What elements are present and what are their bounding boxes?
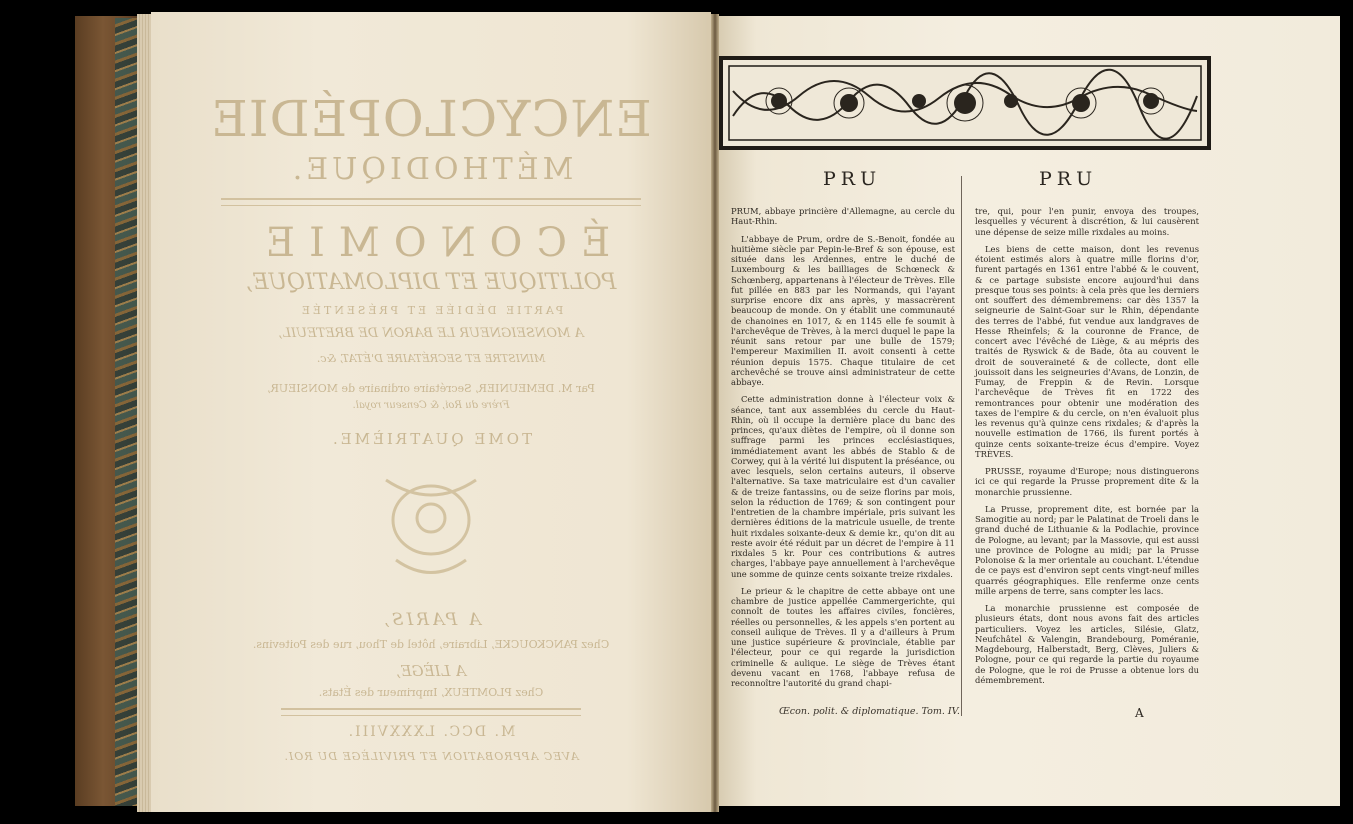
running-head-right: PRU: [1039, 168, 1098, 190]
title-line: ENCYCLOPÉDIE: [210, 90, 652, 148]
right-text-column: [975, 206, 1199, 692]
paragraph: Cette administration donne à l'électeur voix & séance, tant aux assemblées du cercle du Haut-Rhin, où il occupe la dernière place du banc des princes, qu'aux diètes de l'empire, où il donne son suffrage parmi les princes ecclésiastiques, immédiatement avant les abbés de Stablo & de Corwey, qui à la vérité lui disputent la préséance, ou avec lesquels, selon certains auteurs, il observe l'alternative. Sa taxe matriculaire est d'un cavalier & de treize fantassins, ou de seize florins par mois, selon la réduction de 1769; & son contingent pour l'entretien de la chambre impériale, pris suivant les dernières éditions de la matricule usuelle, de trente huit rixdales soixante-deux & demie kr., qu'on dit au reste avoir été réduit par un décret de l'empire à 11 rixdales 5 kr. Pour ces contributions & autres charges, l'abbaye paye annuellement à l'archevêque une somme de quinze cents soixante treize rixdales.: [731, 394, 955, 579]
imprint-line: Chez PLOMTEUX, Imprimeur des États.: [318, 686, 544, 699]
left-page: [151, 12, 711, 812]
fleuron-vignette: [151, 460, 711, 590]
title-line: PARTIE DÉDIÉE ET PRÉSENTÉE: [298, 304, 564, 317]
title-line: A MONSEIGNEUR LE BARON DE BRETEUIL,: [278, 326, 584, 341]
ornamental-rule: [221, 198, 641, 206]
title-line: MÉTHODIQUE.: [288, 152, 574, 187]
paragraph: PRUSSE, royaume d'Europe; nous distinguerons ici ce qui regarde la Prusse proprement dite & la monarchie prussienne.: [975, 466, 1199, 497]
imprint-date: M. DCC. LXXXVIII.: [346, 724, 516, 740]
title-line: ÉCONOMIE: [251, 220, 611, 266]
paragraph: tre, qui, pour l'en punir, envoya des troupes, lesquelles y vécurent à discrétion, & lui causèrent une dépense de seize mille rixdales au moins.: [975, 206, 1199, 237]
imprint-line: Chez PANCKOUCKE, Libraire, hôtel de Thou, rue des Poitevins.: [252, 638, 610, 651]
title-line: TOME QUATRIÈME.: [329, 430, 533, 448]
paragraph: L'abbaye de Prum, ordre de S.-Benoit, fondée au huitième siècle par Pepin-le-Bref & son épouse, est située dans les Ardennes, entre le duché de Luxembourg & les bailliages de Schœneck & Schœnberg, appartenans à l'électeur de Trèves. Elle fut pillée en 883 par les Normands, qui l'ayant surprise encore dix ans après, y massacrèrent beaucoup de monde. On y établit une communauté de chanoines en 1017, & en 1145 elle fe soumit à l'archevêque de Trèves, à la merci duquel le pape la réunit sans retour par une bulle de 1579; l'empereur Maximilien II. avoit consenti à cette réunion depuis 1575. Chaque titulaire de cet archevêché se trouve ainsi administrateur de cette abbaye.: [731, 233, 955, 387]
page-footer: Œcon. polit. & diplomatique. Tom. IV.: [779, 706, 960, 717]
paragraph: PRUM, abbaye princière d'Allemagne, au cercle du Haut-Rhin.: [731, 206, 955, 227]
book-gutter: [711, 14, 719, 812]
title-page-bleedthrough: [151, 12, 711, 812]
signature-mark: A: [1135, 706, 1144, 720]
imprint-line: A PARIS,: [381, 610, 481, 630]
imprint-rule: [281, 708, 581, 716]
imprint-privilege: AVEC APPROBATION ET PRIVILÈGE DU ROI.: [283, 750, 579, 763]
woodcut-headpiece: [719, 56, 1211, 150]
running-head-left: PRU: [823, 168, 882, 190]
column-divider: [961, 176, 962, 716]
imprint-line: A LIÈGE,: [395, 662, 467, 680]
title-line: Par M. DEMEUNIER, Secrétaire ordinaire de MONSIEUR,: [267, 382, 595, 395]
left-text-column: [731, 206, 955, 695]
title-line: Frère du Roi, & Censeur royal.: [352, 400, 510, 411]
paragraph: Les biens de cette maison, dont les revenus étoient estimés alors à quatre mille florins d'or, furent partagés en 1361 entre l'abbé & le couvent, & ce partage subsiste encore aujourd'hui dans presque tous ses points: à cela près que les derniers ont souffert des démembremens: car dès 1357 la seigneurie de Saint-Goar sur le Rhin, dépendante des terres de l'abbé, fut vendue aux landgraves de Hesse Rheinfels; & la couronne de France, de concert avec l'évêché de Liège, & au mépris des traités de Ryswick & de Bade, ôta au couvent le droit de souveraineté & de collecte, dont elle jouissoit dans les seigneuries d'Avans, de Lonzin, de Fumay, de Freppin & de Revin. Lorsque l'archevêque de Trèves fit en 1722 des remontrances pour obtenir une modération des taxes de l'empire & du cercle, on n'en évaluoit plus les revenus qu'à quinze cens rixdales; & d'après la nouvelle estimation de 1766, ils furent portés à quinze cents soixante-treize écus d'empire. Voyez TRÈVES.: [975, 243, 1199, 459]
title-line: POLITIQUE ET DIPLOMATIQUE,: [245, 270, 617, 295]
open-book: [75, 10, 1340, 818]
title-line: MINISTRE ET SECRÉTAIRE D'ÉTAT, &c.: [316, 352, 546, 365]
paragraph: La monarchie prussienne est composée de plusieurs états, dont nous avons fait des articles particuliers. Voyez les articles, Silésie, Glatz, Neufchâtel & Valengin, Brandebourg, Poméranie, Magdebourg, Halberstadt, Berg, Clèves, Juliers & Pologne, pour ce qui regarde la partie du royaume de Pologne, que le roi de Prusse a obtenue lors du démembrement.: [975, 603, 1199, 685]
right-page: [719, 16, 1340, 806]
paragraph: La Prusse, proprement dite, est bornée par la Samogitie au nord; par le Palatinat de Troeli dans le grand duché de Lithuanie & la Podlachie, province de Pologne, au levant; par la Massovie, qui est aussi une province de Pologne au midi; par la Prusse Polonoise & la mer orientale au couchant. L'étendue de ce pays est d'environ sept cents vingt-neuf milles quarrés géographiques. Elle renferme onze cents mille arpens de terre, sans compter les lacs.: [975, 503, 1199, 596]
paragraph: Le prieur & le chapitre de cette abbaye ont une chambre de justice appellée Cammergerichte, qui connoît de toutes les affaires civiles, foncières, réelles ou personnelles, & les appels s'en portent au conseil aulique de Trèves. Il y a d'ailleurs à Prum une justice supérieure & provinciale, établie par l'électeur, pour ce qui regarde la jurisdiction criminelle & aulique. Le siège de Trèves étant devenu vacant en 1768, l'abbaye refusa de reconnoître l'autorité du grand chapi-: [731, 585, 955, 688]
